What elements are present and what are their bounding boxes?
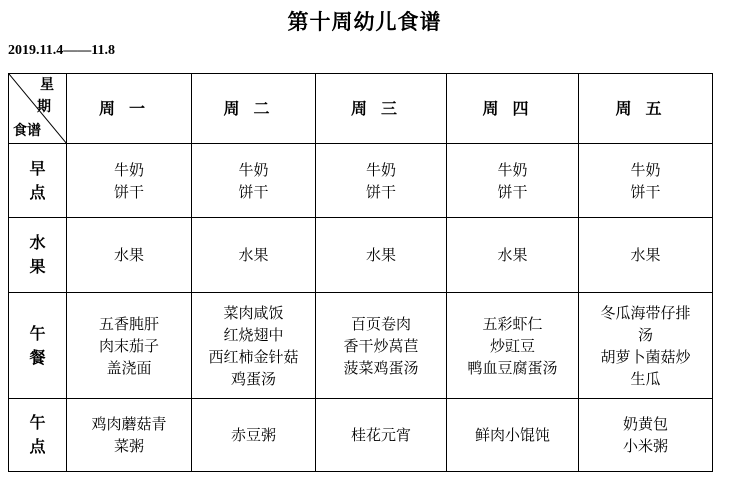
menu-cell: 水果 (192, 218, 316, 293)
menu-cell: 五香肫肝 肉末茄子 盖浇面 (67, 293, 192, 399)
meal-row-breakfast (9, 144, 713, 218)
menu-cell: 牛奶 饼干 (447, 144, 579, 218)
meal-name-fruit: 水 果 (9, 218, 67, 293)
day-header-tue: 周二 (192, 74, 316, 144)
menu-cell: 赤豆粥 (192, 399, 316, 472)
corner-cell (9, 74, 67, 144)
menu-cell: 奶黄包 小米粥 (579, 399, 713, 472)
menu-cell: 牛奶 饼干 (192, 144, 316, 218)
meal-row-snack (9, 399, 713, 472)
day-header-wed: 周三 (316, 74, 447, 144)
menu-cell: 百页卷肉 香干炒莴苣 菠菜鸡蛋汤 (316, 293, 447, 399)
menu-cell: 牛奶 饼干 (579, 144, 713, 218)
menu-cell: 五彩虾仁 炒豇豆 鸭血豆腐蛋汤 (447, 293, 579, 399)
meal-name-breakfast: 早 点 (9, 144, 67, 218)
menu-cell: 牛奶 饼干 (316, 144, 447, 218)
menu-cell: 水果 (316, 218, 447, 293)
menu-cell: 牛奶 饼干 (67, 144, 192, 218)
day-header-fri: 周五 (579, 74, 713, 144)
menu-cell: 水果 (579, 218, 713, 293)
meal-row-fruit (9, 218, 713, 293)
header-row (9, 74, 713, 144)
day-header-mon: 周一 (67, 74, 192, 144)
menu-cell: 水果 (67, 218, 192, 293)
menu-cell: 鸡肉蘑菇青 菜粥 (67, 399, 192, 472)
meal-name-snack: 午 点 (9, 399, 67, 472)
date-range: 2019.11.4——11.8 (8, 43, 115, 58)
menu-cell: 桂花元宵 (316, 399, 447, 472)
corner-label-bottom: 食谱 (13, 123, 41, 139)
corner-label-top: 星 (40, 77, 54, 93)
page-title: 第十周幼儿食谱 (287, 9, 442, 34)
meal-row-lunch (9, 293, 713, 399)
meal-name-lunch: 午 餐 (9, 293, 67, 399)
menu-table (8, 73, 713, 472)
corner-label-mid: 期 (37, 99, 51, 115)
day-header-thu: 周四 (447, 74, 579, 144)
menu-cell: 鲜肉小馄饨 (447, 399, 579, 472)
menu-cell: 冬瓜海带仔排 汤 胡萝卜菌菇炒 生瓜 (579, 293, 713, 399)
menu-cell: 水果 (447, 218, 579, 293)
menu-cell: 菜肉咸饭 红烧翅中 西红柿金针菇 鸡蛋汤 (192, 293, 316, 399)
